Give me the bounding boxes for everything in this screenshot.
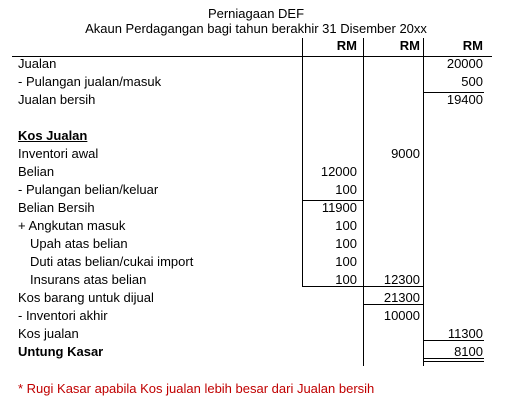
row-label: Upah atas belian xyxy=(30,236,128,251)
row-amount: 100 xyxy=(335,236,357,251)
column-header: RM xyxy=(462,38,483,53)
business-name: Perniagaan DEF xyxy=(207,6,305,21)
row-label: - Inventori akhir xyxy=(18,308,108,323)
footnote: * Rugi Kasar apabila Kos jualan lebih besar dari Jualan bersih xyxy=(18,381,375,396)
row-amount: 19400 xyxy=(446,92,483,107)
row-amount: 8100 xyxy=(454,344,483,359)
row-label: Jualan xyxy=(18,56,57,71)
row-label: Kos jualan xyxy=(18,326,79,341)
row-label: Kos barang untuk dijual xyxy=(18,290,154,305)
table-row xyxy=(0,235,512,253)
column-header-row xyxy=(0,37,512,55)
row-label: - Pulangan jualan/masuk xyxy=(18,74,162,89)
table-row-total xyxy=(0,343,512,361)
row-amount: 100 xyxy=(335,272,357,287)
table-row xyxy=(0,181,512,199)
statement-title: Akaun Perdagangan bagi tahun berakhir 31 Disember 20xx xyxy=(85,21,427,36)
table-row xyxy=(0,163,512,181)
row-amount: 12300 xyxy=(383,272,420,287)
row-amount: 100 xyxy=(335,182,357,197)
row-amount: 12000 xyxy=(320,164,357,179)
table-row xyxy=(0,307,512,325)
table-row xyxy=(0,271,512,289)
row-amount: 20000 xyxy=(446,56,483,71)
row-label: Inventori awal xyxy=(18,146,99,161)
table-row xyxy=(0,199,512,217)
table-row xyxy=(0,73,512,91)
table-row xyxy=(0,55,512,73)
column-header: RM xyxy=(336,38,357,53)
row-label: Untung Kasar xyxy=(18,344,104,359)
section-heading: Kos Jualan xyxy=(18,128,88,143)
table-row xyxy=(0,289,512,307)
row-amount: 11300 xyxy=(447,326,483,341)
table-row xyxy=(0,325,512,343)
row-amount: 21300 xyxy=(383,290,420,305)
column-header: RM xyxy=(399,38,420,53)
row-amount: 100 xyxy=(335,218,357,233)
row-amount: 9000 xyxy=(391,146,420,161)
row-label: Duti atas belian/cukai import xyxy=(30,254,194,269)
table-row xyxy=(0,217,512,235)
row-amount: 10000 xyxy=(383,308,420,323)
row-amount: 11900 xyxy=(321,200,357,215)
row-amount: 500 xyxy=(461,74,483,89)
row-label: + Angkutan masuk xyxy=(18,218,126,233)
row-label: Insurans atas belian xyxy=(30,272,147,287)
row-label: - Pulangan belian/keluar xyxy=(18,182,159,197)
row-amount: 100 xyxy=(335,254,357,269)
table-row xyxy=(0,145,512,163)
total-double-underline xyxy=(423,361,484,362)
row-label: Belian Bersih xyxy=(18,200,95,215)
section-heading-row xyxy=(0,127,512,145)
row-label: Belian xyxy=(18,164,55,179)
table-row xyxy=(0,91,512,109)
table-row xyxy=(0,253,512,271)
row-label: Jualan bersih xyxy=(18,92,96,107)
